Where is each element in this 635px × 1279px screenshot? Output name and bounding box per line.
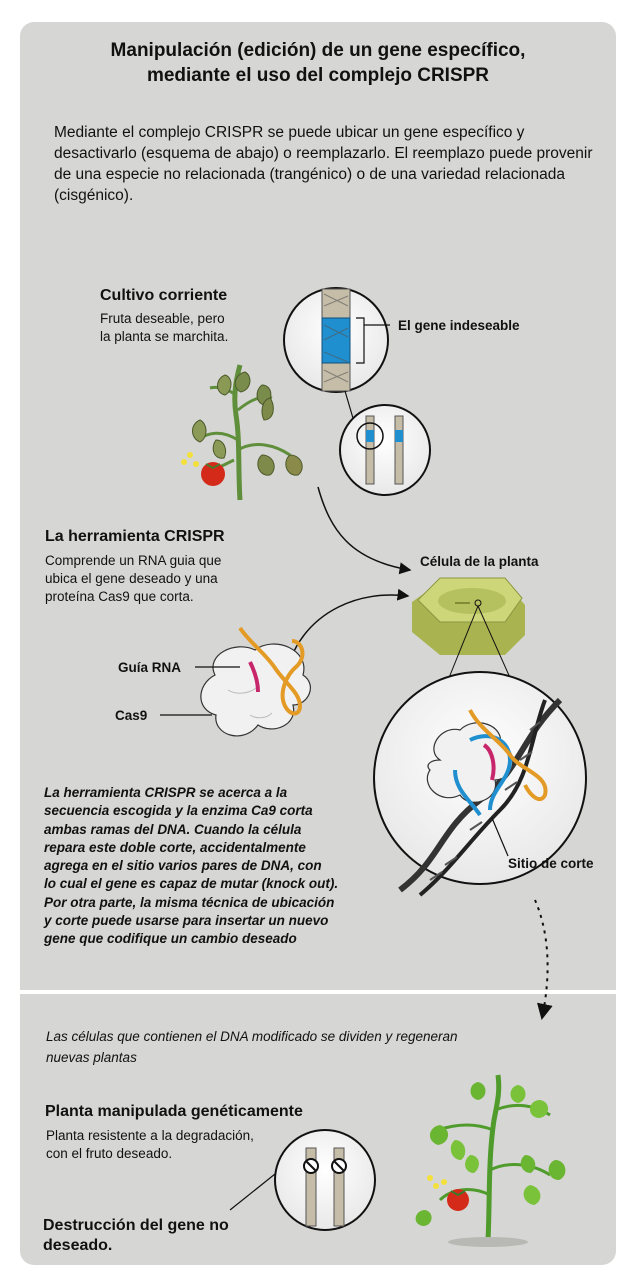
wilting-plant: [181, 365, 302, 500]
healthy-plant: [416, 1075, 566, 1247]
gene-zoom-circle: [284, 288, 390, 392]
gene-label: El gene indeseable: [398, 318, 520, 333]
crispr-tool: [160, 628, 310, 736]
cultivo-heading: Cultivo corriente: [100, 287, 228, 304]
division-text: Las células que contienen el DNA modificado se dividen y regeneran nuevas plantas: [46, 1029, 458, 1065]
cell-label: Célula de la planta: [420, 554, 539, 569]
herramienta-heading: La herramienta CRISPR: [45, 528, 225, 545]
dotted-arrow: [535, 900, 548, 1018]
page-title: Manipulación (edición) de un gene específico, mediante el uso del complejo CRISPR: [110, 40, 526, 86]
cut-site-label: Sitio de corte: [508, 856, 594, 871]
chromosome-pair-circle: [340, 391, 430, 495]
cut-explanation: La herramienta CRISPR se acerca a la secuencia escogida y la enzima Ca9 corta ambas ramas del DNA. Cuando la célula repara este doble corte, accidentalmente agrega en el sitio varios pares de DNA, con lo cual el gene es capaz de mutar (knock out). Por otra parte, la misma técnica de ubicación y corte puede usarse para insertar un nuevo gene que codifique un cambio deseado: [44, 785, 339, 947]
arrow-plant-to-cell: [318, 487, 410, 570]
intro-text: Mediante el complejo CRISPR se puede ubicar un gene específico y desactivarlo (esquema de abajo) o reemplazarlo. El reemplazo puede provenir de una especie no relacionada (trangénico) o de una variedad relacionada (cisgénico).: [54, 124, 593, 204]
destruccion-label: Destrucción del gene no deseado.: [43, 1217, 229, 1254]
cas9-label: Cas9: [115, 708, 148, 723]
guia-rna-label: Guía RNA: [118, 660, 182, 675]
cultivo-description: Fruta deseable, pero la planta se marchita.: [100, 311, 229, 344]
arrow-tool-to-cell: [290, 595, 408, 660]
manipulada-heading: Planta manipulada genéticamente: [45, 1103, 303, 1120]
manipulada-description: Planta resistente a la degradación, con el fruto deseado.: [46, 1128, 254, 1161]
herramienta-description: Comprende un RNA guia que ubica el gene deseado y una proteína Cas9 que corta.: [45, 553, 222, 604]
